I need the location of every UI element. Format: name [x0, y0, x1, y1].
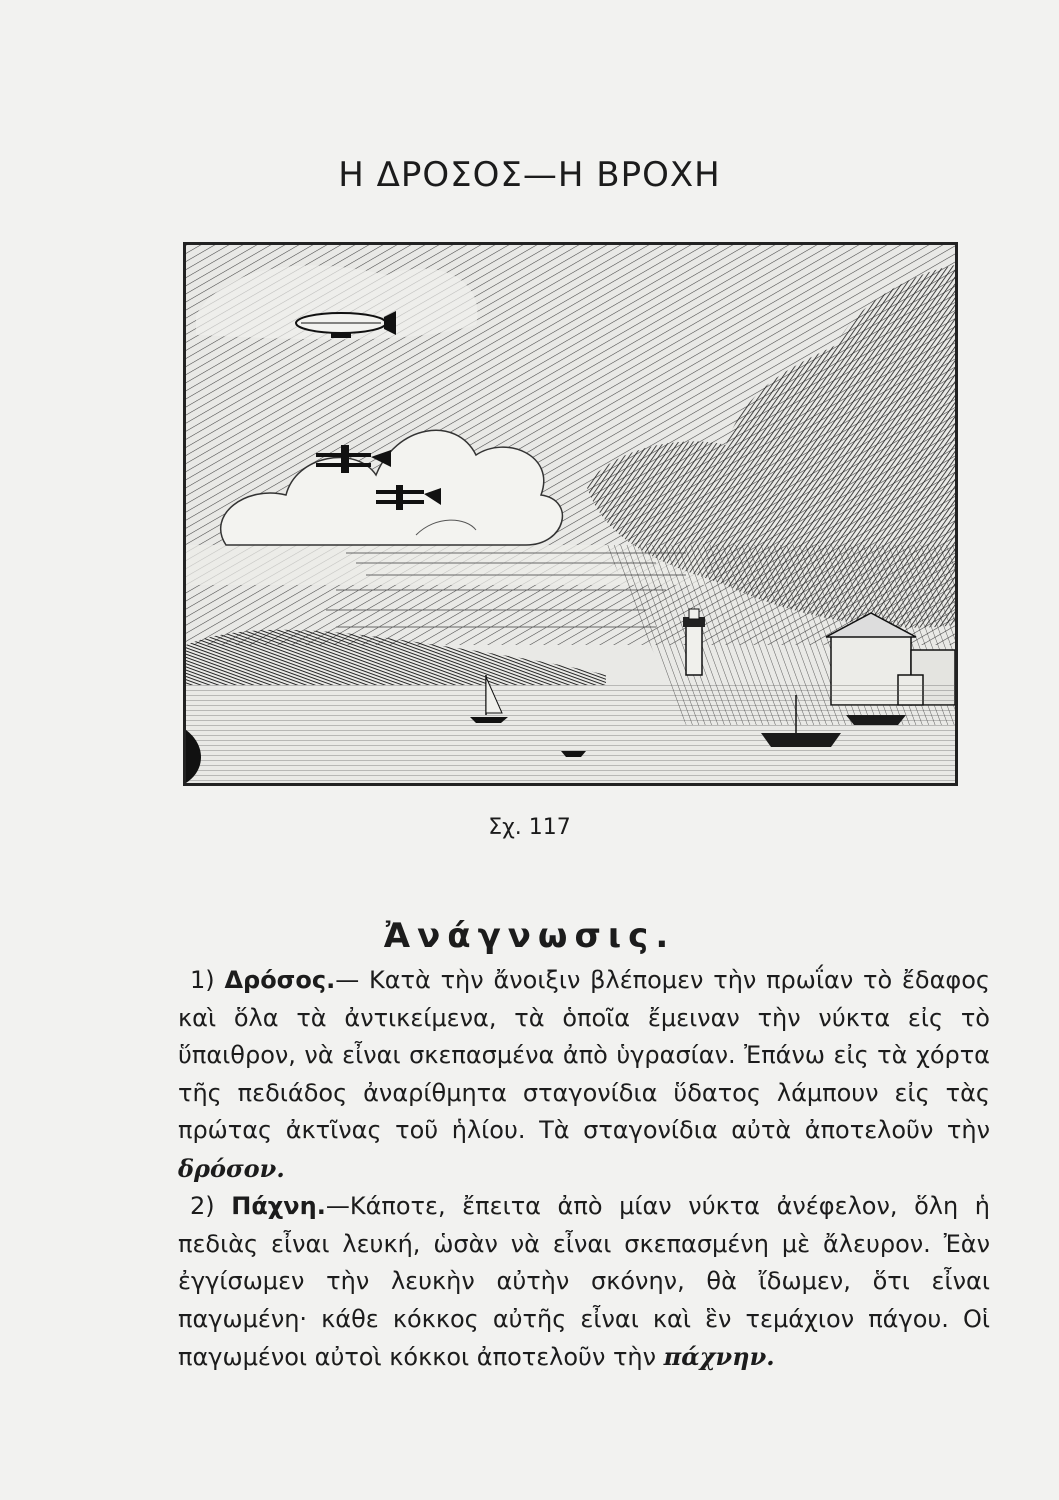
- lighthouse: [683, 609, 705, 675]
- reading-text: [178, 962, 990, 1377]
- emphasized-term: πάχνην.: [663, 1342, 775, 1371]
- emphasized-term: δρόσον.: [178, 1153, 285, 1183]
- section-heading: Ἀνάγνωσις.: [383, 916, 676, 957]
- paragraph-frost: [178, 1188, 990, 1377]
- paragraph-text: —Κάποτε, ἔπειτα ἀπὸ μίαν νύκτα ἀνέφελον, ὅλη ἡ πεδιὰς εἶναι λευκή, ὡσὰν νὰ εἶναι σκεπασμένη μὲ ἄλευρον. Ἐὰν ἐγγίσωμεν τὴν λευκὴν αὐτὴν σκόνην, θὰ ἴδωμεν, ὅτι εἶναι παγωμένη· κάθε κόκκος αὐτῆς εἶναι καὶ ἓν τεμάχιον πάγου. Οἱ παγωμένοι αὐτοὶ κόκκοι ἀποτελοῦν τὴν: [178, 1192, 990, 1371]
- page-title: Η ΔΡΟΣΟΣ—Η ΒΡΟΧΗ: [338, 154, 721, 195]
- paragraph-number: 1): [190, 966, 215, 994]
- figure-caption: Σχ. 117: [488, 815, 571, 840]
- paragraph-heading: Δρόσος.: [224, 966, 336, 994]
- paragraph-dew: [178, 962, 990, 1188]
- paragraph-number: 2): [190, 1192, 215, 1220]
- paragraph-text: — Κατὰ τὴν ἄνοιξιν βλέπομεν τὴν πρωΐαν τὸ ἔδαφος καὶ ὅλα τὰ ἀντικείμενα, τὰ ὁποῖα ἔμειναν τὴν νύκτα εἰς τὸ ὕπαιθρον, νὰ εἶναι σκεπασμένα ἀπὸ ὑγρασίαν. Ἐπάνω εἰς τὰ χόρτα τῆς πεδιάδος ἀναρίθμητα σταγονίδια ὕδατος λάμπουν εἰς τὰς πρώτας ἀκτῖνας τοῦ ἡλίου. Τὰ σταγονίδια αὐτὰ ἀποτελοῦν τὴν: [178, 966, 990, 1144]
- engraving-illustration: [183, 242, 958, 786]
- paragraph-heading: Πάχνη.: [231, 1192, 326, 1220]
- storm-harbor-engraving: [186, 245, 955, 783]
